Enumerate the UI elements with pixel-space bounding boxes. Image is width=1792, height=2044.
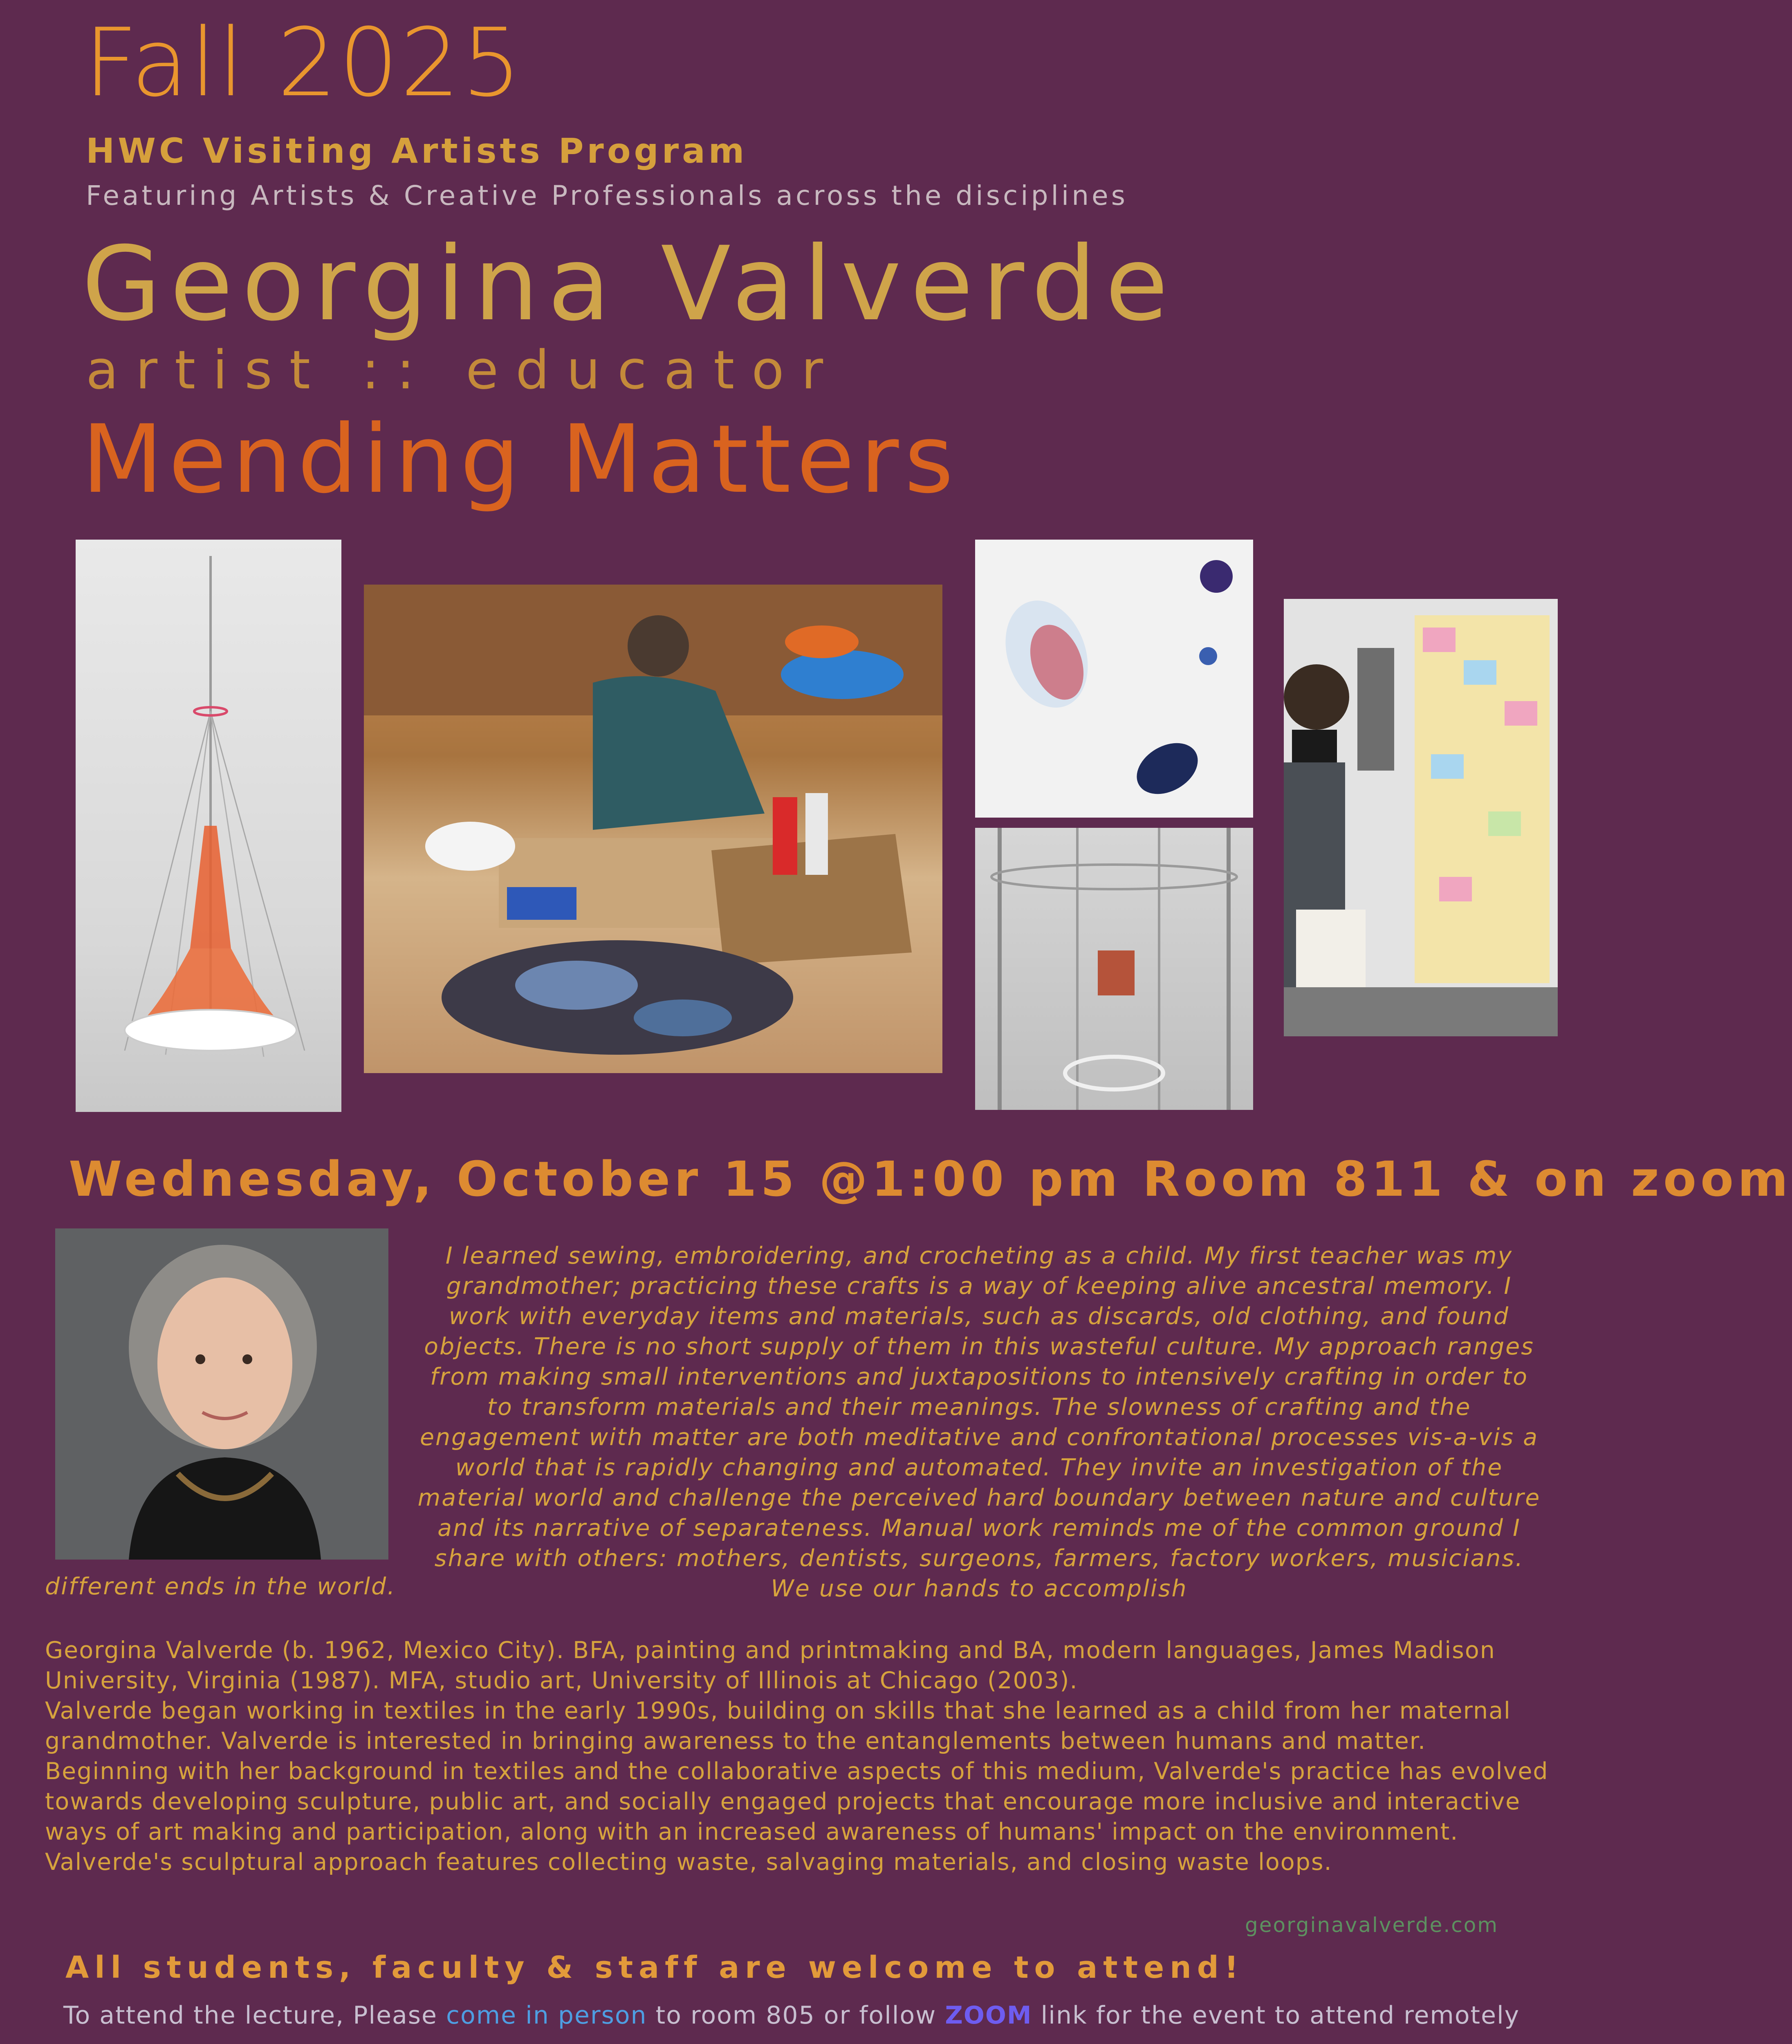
artist-portrait xyxy=(55,1228,388,1560)
event-datetime: Wednesday, October 15 @1:00 pm Room 811 & on zoom xyxy=(69,1151,1792,1207)
artist-statement: I learned sewing, embroidering, and crocheting as a child. My first teacher was my grandmother; practicing these crafts is a way of keeping alive ancestral memory. I work with everyday items and materials, such as discards, old clothing, and found objects. There is no short supply of them in this wasteful culture. My approach ranges from making small interventions and juxtapositions to intensively crafting in order to to transform materials and their meanings. The slowness of crafting and the engagement with matter are both meditative and confrontational processes vis-a-vis a world that is rapidly changing and automated. They invite an investigation of the material world and challenge the perceived hard boundary between nature and culture and its narrative of separateness. Manual work reminds me of the common ground I share with others: mothers, dentists, surgeons, farmers, factory workers, musicians. We use our hands to accomplish xyxy=(417,1242,1541,1602)
artist-bio xyxy=(45,1635,1558,1877)
artist-statement-ending: different ends in the world. xyxy=(45,1573,396,1600)
talk-title: Mending Matters xyxy=(82,405,960,514)
instructions-middle: to room 805 or follow xyxy=(647,2001,945,2030)
in-person-text: come in person xyxy=(446,2001,647,2030)
program-tagline: Featuring Artists & Creative Professionals across the disciplines xyxy=(86,180,1128,211)
bio-paragraph-practice: Valverde began working in textiles in the early 1990s, building on skills that she learned as a child from her maternal grandmother. Valverde is interested in bringing awareness to the entanglements between humans and matter. Beginning with her background in textiles and the collaborative aspects of this medium, Valverde's practice has evolved towards developing sculpture, public art, and socially engaged projects that encourage more inclusive and interactive ways of art making and participation, along with an increased awareness of humans' impact on the environment. Valverde's sculptural approach features collecting waste, salvaging materials, and closing waste loops. xyxy=(45,1697,1549,1876)
artwork-photo-gallery-visitor xyxy=(1284,599,1558,1036)
artwork-photo-tower-sculpture xyxy=(76,540,341,1112)
artwork-photo-artist-working xyxy=(364,585,942,1073)
instructions-suffix: link for the event to attend remotely xyxy=(1032,2001,1520,2030)
artwork-photo-suspended-sculpture xyxy=(975,828,1253,1110)
bio-paragraph-credentials: Georgina Valverde (b. 1962, Mexico City). BFA, painting and printmaking and BA, modern languages, James Madison University, Virginia (1987). MFA, studio art, University of Illinois at Chicago (2003). xyxy=(45,1637,1496,1694)
attendance-instructions xyxy=(63,2001,1520,2030)
zoom-word: ZOOM xyxy=(945,2001,1032,2030)
artwork-photo-wall-pods xyxy=(975,540,1253,818)
artist-roles: artist :: educator xyxy=(86,339,841,401)
instructions-prefix: To attend the lecture, Please xyxy=(63,2001,446,2030)
program-name: HWC Visiting Artists Program xyxy=(86,131,748,171)
artist-website-link[interactable]: georginavalverde.com xyxy=(1245,1913,1499,1937)
welcome-message: All students, faculty & staff are welcome to attend! xyxy=(65,1950,1244,1985)
season-title: Fall 2025 xyxy=(84,9,523,118)
artist-name: Georgina Valverde xyxy=(82,224,1177,343)
